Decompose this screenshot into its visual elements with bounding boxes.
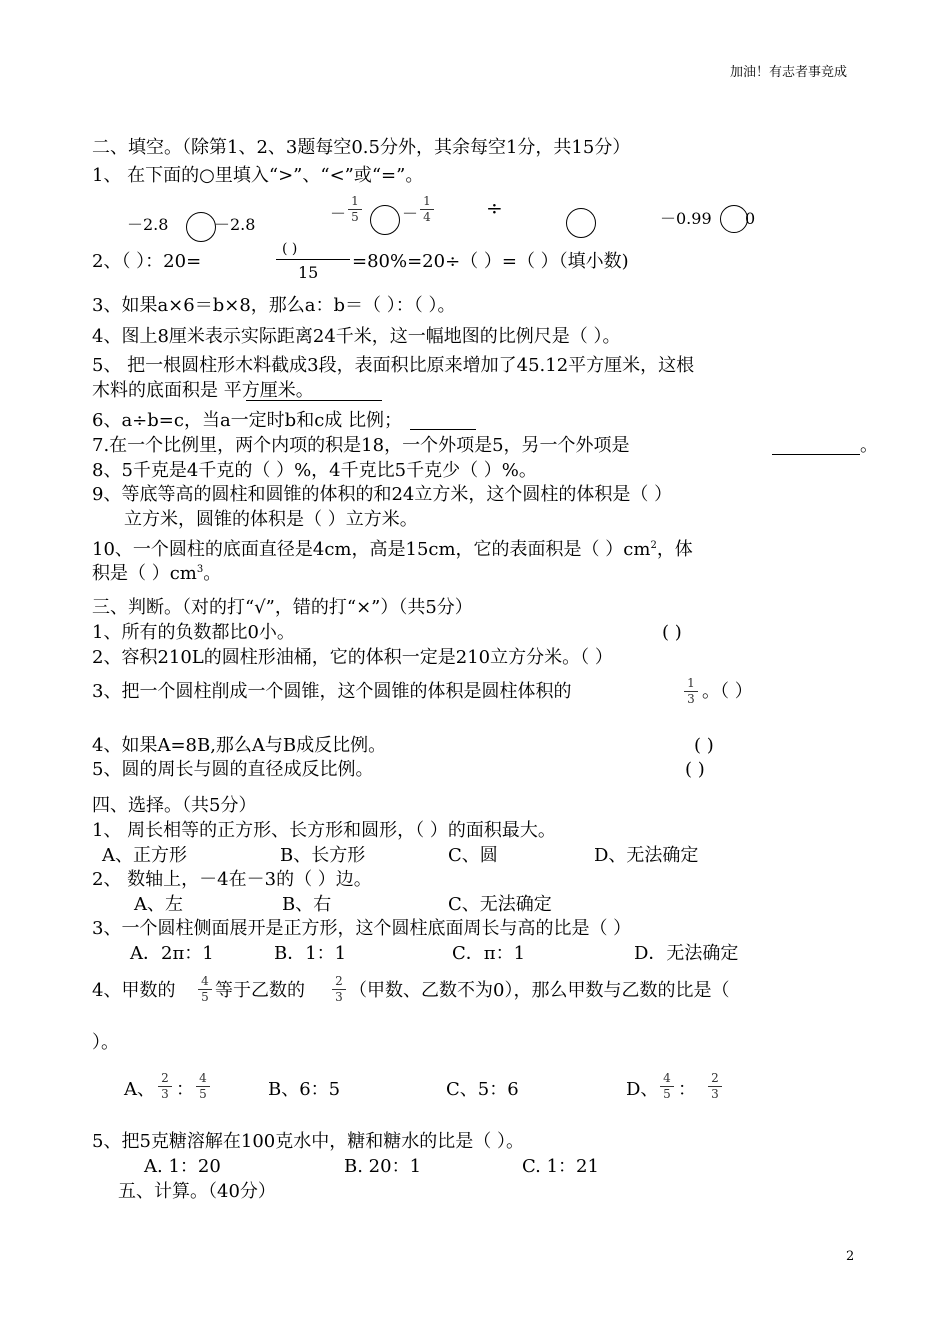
fraction-numerator: 2 [161,1071,169,1085]
option[interactable]: A、左 [134,894,183,915]
option[interactable]: C、5：6 [446,1079,519,1100]
header-motto: 加油！有志者事竞成 [730,65,848,80]
fraction-numerator: 1 [687,676,695,690]
section3-title: 三、判断。（对的打“√”，错的打“×”）（共5分） [92,597,473,618]
s2-q1-a: －2.8 [127,215,169,234]
fraction-numerator: 4 [663,1071,671,1085]
fraction-numerator: 2 [335,974,343,988]
fraction-denominator: 5 [199,1087,207,1101]
compare-circle-2[interactable] [370,205,400,235]
fraction-2-3 [708,1072,722,1101]
fraction-4-5 [196,1072,210,1101]
option[interactable]: B、6：5 [268,1079,341,1100]
s4-q4-b: 等于乙数的 [215,980,305,1001]
fraction-denominator: 4 [423,210,431,224]
s2-q5-line1: 5、 把一根圆柱形木料截成3段，表面积比原来增加了45.12平方厘米，这根 [92,355,695,376]
compare-circle-4[interactable] [720,205,748,233]
page-number: 2 [846,1249,855,1264]
option[interactable]: B．1：1 [274,943,347,964]
option[interactable]: D．无法确定 [634,943,739,964]
s4-q2: 2、 数轴上，－4在－3的（ ）边。 [92,869,372,890]
option[interactable]: A．2π：1 [130,943,214,964]
s4-q1: 1、 周长相等的正方形、长方形和圆形，（ ）的面积最大。 [92,820,556,841]
s4-q4-a: 4、甲数的 [92,980,176,1001]
fraction-denominator: 3 [687,692,695,706]
answer-paren[interactable]: ( ) [662,622,682,643]
s2-q1-c: － [330,204,347,223]
s2-q10-text2: 积是（ ）cm [92,563,197,584]
option[interactable]: C．π：1 [452,943,526,964]
s4-q4-c: （甲数、乙数不为0），那么甲数与乙数的比是（ [349,980,730,1001]
s3-q4: 4、如果A=8B,那么A与B成反比例。 [92,735,387,756]
answer-paren[interactable]: ( ) [694,735,714,756]
s2-q9-line2: 立方米，圆锥的体积是（ ）立方米。 [124,509,418,530]
option-a-label[interactable]: A、 [124,1079,155,1100]
s2-q10-text: 10、一个圆柱的底面直径是4cm，高是15cm，它的表面积是（ ）cm [92,539,651,560]
s2-q1-b: －2.8 [214,215,256,234]
option[interactable]: D、无法确定 [594,845,699,866]
s2-q5-line2: 木料的底面积是 平方厘米。 [92,380,314,401]
s2-q10-tail: ，体 [656,539,693,560]
answer-paren[interactable]: ( ) [685,759,705,780]
s2-q7: 7.在一个比例里，两个内项的积是18，一个外项是5，另一个外项是 [92,435,630,456]
s2-q9-line1: 9、等底等高的圆柱和圆锥的体积的和24立方米，这个圆柱的体积是（ ） [92,484,673,505]
ratio-colon: ： [678,1079,696,1100]
s4-q4-line2: ）。 [92,1032,119,1053]
s2-q1: 1、 在下面的○里填入“>”、“<”或“=”。 [92,165,424,186]
option[interactable]: A. 1：20 [144,1156,221,1177]
option[interactable]: C、圆 [448,845,498,866]
fraction-2-3 [332,975,346,1004]
compare-circle-3[interactable] [566,208,596,238]
s3-q5: 5、圆的周长与圆的直径成反比例。 [92,759,374,780]
fraction-1-4 [420,195,434,224]
fraction-denominator: 3 [711,1087,719,1101]
option[interactable]: B、右 [282,894,332,915]
fraction-denominator: 5 [351,210,359,224]
fraction-1-5 [348,195,362,224]
section5-title: 五、计算。（40分） [118,1181,276,1202]
s2-q3: 3、如果a×6＝b×8，那么a：b＝（ ）：（ ）。 [92,295,456,316]
fraction-denominator: 5 [201,990,209,1004]
s2-q1-e: －0.99 [660,209,712,228]
answer-blank[interactable] [246,400,382,401]
compare-circle-1[interactable] [186,212,216,242]
s2-q2-den: 15 [298,263,319,282]
option-d-label[interactable]: D、 [626,1079,659,1100]
fraction-numerator: 2 [711,1071,719,1085]
fraction-denominator: 5 [663,1087,671,1101]
s2-q2-num: ( ) [282,241,298,257]
s2-q8: 8、5千克是4千克的（ ）%，4千克比5千克少（ ）%。 [92,460,537,481]
fraction-1-3 [684,677,698,706]
s2-q10-line2 [92,559,221,585]
s2-q6: 6、a÷b=c，当a一定时b和c成 比例； [92,410,403,431]
fraction-2-3 [158,1072,172,1101]
answer-blank[interactable] [410,429,476,430]
section2-title: 二、填空。（除第1、2、3题每空0.5分外，其余每空1分，共15分） [92,137,631,158]
section4-title: 四、选择。（共5分） [92,795,257,816]
s2-q2-b: =80%=20÷（ ）=（ ）（填小数) [352,251,629,272]
fraction-numerator: 1 [423,194,431,208]
option[interactable]: A、正方形 [102,845,187,866]
fraction-bar [276,259,350,260]
s2-q10-line1 [92,535,693,561]
fraction-numerator: 4 [201,974,209,988]
s4-q3: 3、一个圆柱侧面展开是正方形，这个圆柱底面周长与高的比是（ ） [92,918,632,939]
s2-q7-end: 。 [860,435,878,456]
superscript-2: 2 [650,540,657,551]
s2-q10-end: 。 [203,563,222,584]
s2-q1-e-tail: 0 [745,209,756,228]
ratio-colon: ： [176,1079,194,1100]
s2-q4: 4、图上8厘米表示实际距离24千米，这一幅地图的比例尺是（ ）。 [92,326,621,347]
option[interactable]: B. 20：1 [344,1156,422,1177]
superscript-3: 3 [196,564,204,575]
fraction-numerator: 1 [351,194,359,208]
answer-blank[interactable] [772,454,860,455]
fraction-4-5 [198,975,212,1004]
answer-paren[interactable]: 。（ ） [702,681,753,702]
fraction-numerator: 4 [199,1071,207,1085]
divide-sign: ÷ [486,196,503,220]
option[interactable]: C. 1：21 [522,1156,599,1177]
s4-q5: 5、把5克糖溶解在100克水中，糖和糖水的比是（ ）。 [92,1131,524,1152]
s3-q3: 3、把一个圆柱削成一个圆锥，这个圆锥的体积是圆柱体积的 [92,681,572,702]
fraction-denominator: 3 [335,990,343,1004]
fraction-denominator: 3 [161,1087,169,1101]
fraction-4-5 [660,1072,674,1101]
s2-q2-a: 2、（ ）：20= [92,251,202,272]
s3-q1: 1、所有的负数都比0小。 [92,622,295,643]
option[interactable]: C、无法确定 [448,894,552,915]
s3-q2: 2、容积210L的圆柱形油桶，它的体积一定是210立方分米。（ ） [92,647,613,668]
option[interactable]: B、长方形 [280,845,366,866]
s2-q1-d: － [402,204,419,223]
